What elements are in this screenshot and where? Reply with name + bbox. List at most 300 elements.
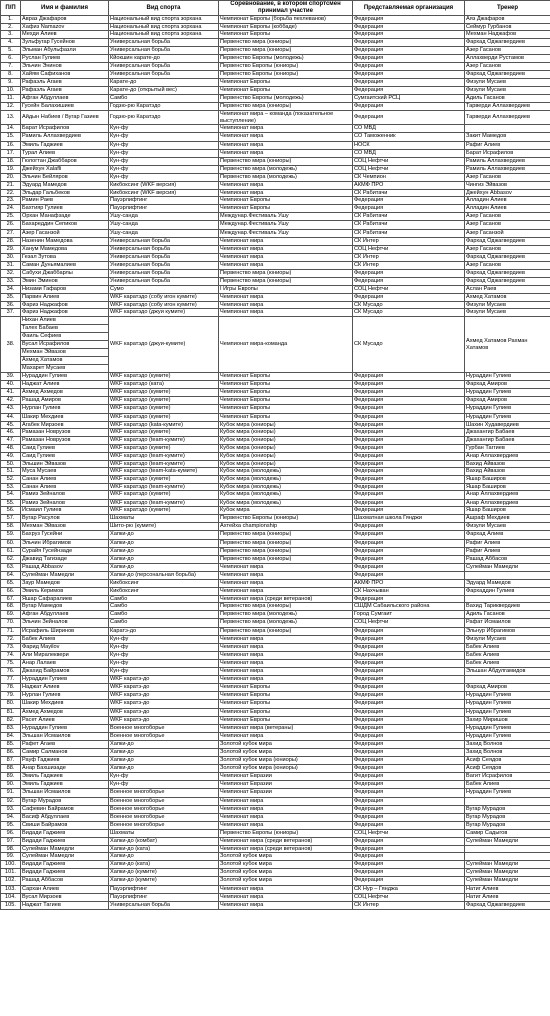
cell-row-number: 67. bbox=[1, 595, 21, 603]
cell-coach: Вугар Мурадов bbox=[465, 821, 550, 829]
cell-competition: Чемпионат мира bbox=[219, 141, 353, 149]
cell-row-number: 105. bbox=[1, 901, 21, 909]
cell-competition: Чемпионат мира bbox=[219, 245, 353, 253]
table-row bbox=[1, 547, 550, 555]
cell-row-number: 85. bbox=[1, 740, 21, 748]
cell-coach: Асиф Сеядов bbox=[465, 757, 550, 765]
cell-coach: Фархад Оджагвердиев bbox=[465, 38, 550, 46]
team-member-name: Фаиль Сефиев bbox=[21, 333, 108, 341]
cell-competition: Чемпионат мира – команда (показательное выступление) bbox=[219, 111, 353, 125]
cell-coach: Рамиль Аллахвердиев bbox=[465, 157, 550, 165]
table-row bbox=[1, 765, 550, 773]
cell-sport: WKF каратэдо (кумите) bbox=[109, 413, 219, 421]
cell-row-number: 62. bbox=[1, 555, 21, 563]
cell-row-number: 35. bbox=[1, 294, 21, 302]
cell-athlete-name: Рамин Раев bbox=[21, 197, 109, 205]
cell-coach: Бабек Алиев bbox=[465, 643, 550, 651]
cell-coach: Алладин Алиев bbox=[465, 205, 550, 213]
col-coach-header: Тренер bbox=[465, 1, 550, 16]
cell-sport: Пауэрлифтинг bbox=[109, 885, 219, 893]
cell-sport: Хапки-до bbox=[109, 563, 219, 571]
cell-row-number: 46. bbox=[1, 429, 21, 437]
cell-organization: Федерация bbox=[353, 676, 465, 684]
cell-row-number: 89. bbox=[1, 773, 21, 781]
cell-organization: Федерация bbox=[353, 444, 465, 452]
cell-organization: Федерация bbox=[353, 789, 465, 797]
cell-coach: Сулейман Мамедли bbox=[465, 861, 550, 869]
cell-coach: Нураддин Гулиев bbox=[465, 700, 550, 708]
cell-sport: WKF каратэдо (кумите) bbox=[109, 507, 219, 515]
table-row bbox=[1, 213, 550, 221]
cell-competition: Чемпионат Европы bbox=[219, 397, 353, 405]
cell-competition: Чемпионат мира bbox=[219, 676, 353, 684]
cell-sport: Самбо bbox=[109, 619, 219, 627]
table-row bbox=[1, 389, 550, 397]
cell-organization: Федерация bbox=[353, 821, 465, 829]
cell-coach: Нураддин Гулиев bbox=[465, 732, 550, 740]
cell-row-number: 47. bbox=[1, 437, 21, 445]
cell-row-number: 40. bbox=[1, 381, 21, 389]
cell-coach bbox=[465, 797, 550, 805]
cell-coach: Вагит Исрафилов bbox=[465, 773, 550, 781]
cell-organization: Федерация bbox=[353, 765, 465, 773]
cell-competition: Чемпионат мира (среди ветеранов) bbox=[219, 838, 353, 846]
cell-competition: Чемпионат Европы bbox=[219, 389, 353, 397]
table-row bbox=[1, 229, 550, 237]
cell-organization: Федерация bbox=[353, 468, 465, 476]
cell-competition: Первенство мира (юниоры) bbox=[219, 46, 353, 54]
cell-organization: Федерация bbox=[353, 397, 465, 405]
cell-row-number: 48. bbox=[1, 444, 21, 452]
cell-competition: Чемпионат мира bbox=[219, 189, 353, 197]
cell-coach: Физули Мусаев bbox=[465, 87, 550, 95]
table-row bbox=[1, 221, 550, 229]
cell-row-number: 7. bbox=[1, 63, 21, 71]
cell-organization: АКМФ ПРО bbox=[353, 181, 465, 189]
table-header-row bbox=[1, 1, 550, 16]
cell-athlete-name: Рамиль Аллахвердиев bbox=[21, 133, 109, 141]
table-row bbox=[1, 483, 550, 491]
cell-sport: Хапки-до bbox=[109, 757, 219, 765]
cell-competition: Золотой кубок мира bbox=[219, 869, 353, 877]
cell-athlete-name: Джейхун Хаlafli bbox=[21, 165, 109, 173]
cell-row-number: 20. bbox=[1, 173, 21, 181]
cell-athlete-name: Эмиль Гаджиев bbox=[21, 773, 109, 781]
cell-sport: WKF каратэдо (team-кумите) bbox=[109, 453, 219, 461]
cell-athlete-name: Джавид Тагизаде bbox=[21, 555, 109, 563]
cell-sport: WKF каратэ-до bbox=[109, 692, 219, 700]
cell-coach: Физули Мусаев bbox=[465, 309, 550, 317]
table-row bbox=[1, 523, 550, 531]
cell-athlete-name: Сафевин Байрамов bbox=[21, 805, 109, 813]
table-row bbox=[1, 627, 550, 635]
cell-organization: Федерация bbox=[353, 692, 465, 700]
cell-athlete-name: Рашад Аббасов bbox=[21, 877, 109, 885]
cell-organization: Федерация bbox=[353, 627, 465, 635]
cell-organization: Федерация bbox=[353, 563, 465, 571]
cell-athlete-name: Турал Алиев bbox=[21, 149, 109, 157]
cell-sport: Хапки-до bbox=[109, 539, 219, 547]
cell-coach: Нураддин Гулиев bbox=[465, 389, 550, 397]
cell-coach: Фархад Оджагвердиев bbox=[465, 253, 550, 261]
cell-organization: СО Таможенник bbox=[353, 133, 465, 141]
col-number-header: П/П bbox=[1, 1, 21, 16]
cell-row-number: 23. bbox=[1, 197, 21, 205]
cell-sport: WKF каратэ-до bbox=[109, 684, 219, 692]
cell-row-number: 51. bbox=[1, 468, 21, 476]
cell-coach: Рафиг Алиев bbox=[465, 539, 550, 547]
cell-row-number: 45. bbox=[1, 421, 21, 429]
cell-organization: СК Мусадо bbox=[353, 301, 465, 309]
cell-organization: Федерация bbox=[353, 460, 465, 468]
cell-coach: Алладин Алиев bbox=[465, 197, 550, 205]
cell-athlete-name: Сулейман Мамедли bbox=[21, 845, 109, 853]
table-row bbox=[1, 684, 550, 692]
cell-competition: Чемпионат Евразии bbox=[219, 781, 353, 789]
cell-coach: Нураддин Гулиев bbox=[465, 413, 550, 421]
table-row bbox=[1, 732, 550, 740]
team-member-name: Нихан Алиев bbox=[21, 317, 108, 325]
cell-athlete-name: Назенин Мамедова bbox=[21, 237, 109, 245]
cell-sport: Кикбоксинг bbox=[109, 587, 219, 595]
cell-athlete-name: Самир Салманов bbox=[21, 748, 109, 756]
cell-organization: Федерация bbox=[353, 483, 465, 491]
table-row bbox=[1, 531, 550, 539]
cell-row-number: 57. bbox=[1, 515, 21, 523]
cell-organization: СК Интер bbox=[353, 253, 465, 261]
cell-organization: Федерация bbox=[353, 877, 465, 885]
cell-competition: Кубок мира (юниоры) bbox=[219, 460, 353, 468]
cell-competition: Чемпионат Евразии bbox=[219, 773, 353, 781]
cell-athlete-name: Эмин Эминов bbox=[21, 278, 109, 286]
cell-sport: Универсальная борьба bbox=[109, 253, 219, 261]
cell-coach: Джахангир Бабаев bbox=[465, 437, 550, 445]
cell-row-number: 75. bbox=[1, 659, 21, 667]
cell-sport: Хапки-до bbox=[109, 547, 219, 555]
cell-coach: Аяз Джафаров bbox=[465, 16, 550, 24]
cell-coach bbox=[465, 676, 550, 684]
cell-sport: WKF каратэдо (джуи кумите) bbox=[109, 309, 219, 317]
cell-athlete-name: Парвин Алиев bbox=[21, 294, 109, 302]
cell-organization: Федерация bbox=[353, 757, 465, 765]
cell-row-number: 74. bbox=[1, 651, 21, 659]
cell-coach: Фархад Амиров bbox=[465, 397, 550, 405]
cell-coach: Фархад Алиев bbox=[465, 531, 550, 539]
cell-athlete-name: Нураддин Гулиев bbox=[21, 676, 109, 684]
cell-competition: Чемпионат мира bbox=[219, 813, 353, 821]
cell-organization: Федерация bbox=[353, 421, 465, 429]
cell-coach: Нураддин Гулиев bbox=[465, 789, 550, 797]
cell-sport: Кикбоксинг (WKF версия) bbox=[109, 181, 219, 189]
cell-organization: Федерация bbox=[353, 748, 465, 756]
cell-organization: Федерация bbox=[353, 740, 465, 748]
cell-row-number: 72. bbox=[1, 635, 21, 643]
cell-organization: Федерация bbox=[353, 54, 465, 62]
cell-coach: Вугар Мурадов bbox=[465, 805, 550, 813]
table-row bbox=[1, 421, 550, 429]
cell-row-number: 1. bbox=[1, 16, 21, 24]
cell-organization: Федерация bbox=[353, 31, 465, 39]
cell-coach: Аллахверди Рустамов bbox=[465, 54, 550, 62]
cell-row-number: 22. bbox=[1, 189, 21, 197]
cell-row-number: 68. bbox=[1, 603, 21, 611]
cell-competition: Чемпионат мира bbox=[219, 659, 353, 667]
cell-row-number: 34. bbox=[1, 286, 21, 294]
table-row bbox=[1, 716, 550, 724]
table-row bbox=[1, 651, 550, 659]
col-organization-header: Представляемая организация bbox=[353, 1, 465, 16]
cell-row-number: 24. bbox=[1, 205, 21, 213]
table-row bbox=[1, 278, 550, 286]
cell-sport: Ушу-санда bbox=[109, 221, 219, 229]
cell-athlete-name: Санан Алиев bbox=[21, 483, 109, 491]
cell-athlete-name: Рамазан Новрузов bbox=[21, 429, 109, 437]
table-row bbox=[1, 16, 550, 24]
cell-sport: Военное многоборье bbox=[109, 789, 219, 797]
cell-sport: Самбо bbox=[109, 611, 219, 619]
cell-row-number: 87. bbox=[1, 757, 21, 765]
cell-sport: Кикбоксинг bbox=[109, 579, 219, 587]
cell-organization: Федерация bbox=[353, 838, 465, 846]
cell-athlete-name: Ахмед Ахмедов bbox=[21, 389, 109, 397]
cell-athlete-name: Эльчин Зейналов bbox=[21, 619, 109, 627]
cell-sport: Карате-до bbox=[109, 79, 219, 87]
table-row bbox=[1, 805, 550, 813]
cell-row-number: 53. bbox=[1, 483, 21, 491]
cell-sport: Каратэ-до bbox=[109, 627, 219, 635]
cell-sport: WKF каратэдо (team-кумите) bbox=[109, 437, 219, 445]
cell-competition: Кубок мира (юниоры) bbox=[219, 444, 353, 452]
table-row bbox=[1, 579, 550, 587]
cell-sport: Универсальная борьба bbox=[109, 63, 219, 71]
cell-row-number: 60. bbox=[1, 539, 21, 547]
cell-competition: Чемпионат Европы bbox=[219, 381, 353, 389]
cell-coach: Нураддин Гулиев bbox=[465, 405, 550, 413]
table-row bbox=[1, 87, 550, 95]
cell-sport: WKF каратэдо (kata-кумите) bbox=[109, 421, 219, 429]
cell-competition: Первенство мира (юниоры) bbox=[219, 555, 353, 563]
table-row bbox=[1, 853, 550, 861]
cell-coach: Азер Гасанов bbox=[465, 221, 550, 229]
cell-competition: Чемпионат Европы bbox=[219, 700, 353, 708]
cell-competition: Чемпионат мира bbox=[219, 253, 353, 261]
col-sport-header: Вид спорта bbox=[109, 1, 219, 16]
cell-row-number: 90. bbox=[1, 781, 21, 789]
cell-sport: Военное многоборье bbox=[109, 724, 219, 732]
cell-sport: Кун-фу bbox=[109, 643, 219, 651]
cell-competition: Чемпионат мира bbox=[219, 635, 353, 643]
cell-row-number: 3. bbox=[1, 31, 21, 39]
table-row bbox=[1, 643, 550, 651]
cell-athlete-name: Авраз Джафаров bbox=[21, 16, 109, 24]
table-row bbox=[1, 821, 550, 829]
cell-sport: Шито-рю (кумите) bbox=[109, 523, 219, 531]
cell-competition: Золотой кубок мира bbox=[219, 861, 353, 869]
cell-athlete-name: Васиф Абдуллаев bbox=[21, 813, 109, 821]
cell-organization: Федерация bbox=[353, 635, 465, 643]
cell-coach: Вахид Тариквердиев bbox=[465, 603, 550, 611]
table-row bbox=[1, 317, 550, 373]
cell-competition: Чемпионат мира bbox=[219, 237, 353, 245]
cell-sport: Кун-фу bbox=[109, 125, 219, 133]
table-row bbox=[1, 253, 550, 261]
cell-coach: Нураддин Гулиев bbox=[465, 708, 550, 716]
cell-organization: Федерация bbox=[353, 781, 465, 789]
cell-coach: Эдуард Мамедов bbox=[465, 579, 550, 587]
cell-sport: Хапки-до bbox=[109, 740, 219, 748]
cell-sport: Кун-фу bbox=[109, 133, 219, 141]
cell-row-number: 25. bbox=[1, 213, 21, 221]
cell-competition: Кубок мира (молодежь) bbox=[219, 499, 353, 507]
cell-organization: Федерация bbox=[353, 643, 465, 651]
cell-athlete-name: Вугар Мурадов bbox=[21, 797, 109, 805]
cell-competition: Чемпионат Европы bbox=[219, 87, 353, 95]
cell-sport: Национальный вид спорта зорхана bbox=[109, 31, 219, 39]
cell-competition: Чемпионат мира bbox=[219, 294, 353, 302]
cell-sport: Пауэрлифтинг bbox=[109, 205, 219, 213]
cell-competition: Кубок мира (юниоры) bbox=[219, 429, 353, 437]
cell-organization: СОЦ Нефтчи bbox=[353, 619, 465, 627]
cell-sport: Универсальная борьба bbox=[109, 71, 219, 79]
cell-row-number: 33. bbox=[1, 278, 21, 286]
cell-row-number: 82. bbox=[1, 716, 21, 724]
cell-sport: Кун-фу bbox=[109, 173, 219, 181]
cell-sport: Хапки-до bbox=[109, 748, 219, 756]
cell-sport: Хапки-до (комбат) bbox=[109, 838, 219, 846]
cell-athlete-name: Эльшан Исмаилов bbox=[21, 789, 109, 797]
cell-row-number: 31. bbox=[1, 261, 21, 269]
cell-organization: Федерация bbox=[353, 429, 465, 437]
cell-organization: Федерация bbox=[353, 405, 465, 413]
cell-row-number: 32. bbox=[1, 270, 21, 278]
cell-organization: СО МВД bbox=[353, 125, 465, 133]
cell-coach: Физули Мусаев bbox=[465, 523, 550, 531]
cell-competition: Чемпионат мира (ветераны) bbox=[219, 724, 353, 732]
cell-organization: Федерация bbox=[353, 700, 465, 708]
cell-organization: СК Нахчыван bbox=[353, 587, 465, 595]
cell-organization: СК Интер bbox=[353, 237, 465, 245]
cell-coach: Азер Гасанов bbox=[465, 245, 550, 253]
cell-organization: Федерация bbox=[353, 507, 465, 515]
cell-competition: Чемпионат Европы (коббаде) bbox=[219, 23, 353, 31]
cell-coach: Фархад Оджагвердиев bbox=[465, 270, 550, 278]
cell-athlete-name: Нураддин Гулиев bbox=[21, 373, 109, 381]
cell-athlete-name: Сулейман Мамедли bbox=[21, 571, 109, 579]
cell-athlete-name: Джахид Байрамов bbox=[21, 668, 109, 676]
cell-organization: НОСК bbox=[353, 141, 465, 149]
cell-athlete-name: Рамазан Новрузов bbox=[21, 437, 109, 445]
cell-organization: СК Рабитачи bbox=[353, 213, 465, 221]
cell-organization: Федерация bbox=[353, 853, 465, 861]
cell-athlete-name: Эльшан Исмаилов bbox=[21, 732, 109, 740]
cell-coach: Захид Волнов bbox=[465, 748, 550, 756]
cell-coach: Яшар Баширов bbox=[465, 483, 550, 491]
table-row bbox=[1, 813, 550, 821]
cell-coach: Ахмед Хатамов bbox=[465, 294, 550, 302]
table-row bbox=[1, 603, 550, 611]
cell-athlete-name: Вугар Расулов bbox=[21, 515, 109, 523]
cell-athlete-name: Хайям Сафиханов bbox=[21, 71, 109, 79]
table-row bbox=[1, 676, 550, 684]
cell-organization: Федерация bbox=[353, 373, 465, 381]
cell-athlete-name: Орхан Манафзаде bbox=[21, 213, 109, 221]
table-row bbox=[1, 708, 550, 716]
cell-athlete-name: Гезал Зутова bbox=[21, 253, 109, 261]
table-body bbox=[1, 16, 550, 910]
cell-row-number: 44. bbox=[1, 413, 21, 421]
cell-sport: Кун-фу bbox=[109, 659, 219, 667]
cell-organization: Федерация bbox=[353, 16, 465, 24]
cell-sport: Универсальная борьба bbox=[109, 237, 219, 245]
cell-competition: Первенство мира (юниоры) bbox=[219, 270, 353, 278]
cell-athlete-name: Рамиз Зейналов bbox=[21, 499, 109, 507]
cell-athlete-name: Шакир Мехдиев bbox=[21, 700, 109, 708]
cell-row-number: 42. bbox=[1, 397, 21, 405]
cell-row-number: 52. bbox=[1, 475, 21, 483]
cell-organization: СО МВД bbox=[353, 149, 465, 157]
cell-row-number: 61. bbox=[1, 547, 21, 555]
cell-coach: Ахмед Хатамов Рахман Хатамов bbox=[465, 317, 550, 373]
cell-athlete-name: Саид Гулиев bbox=[21, 444, 109, 452]
cell-sport: WKF каратэдо (кумите) bbox=[109, 475, 219, 483]
cell-coach: Джейхун Abbasov bbox=[465, 189, 550, 197]
cell-sport: Кун-фу bbox=[109, 668, 219, 676]
cell-organization: СК Рабитачи bbox=[353, 221, 465, 229]
cell-sport: Кун-фу bbox=[109, 141, 219, 149]
cell-sport: Ушу-санда bbox=[109, 213, 219, 221]
cell-athlete-name: Видади Гаджиев bbox=[21, 829, 109, 837]
cell-organization: Федерация bbox=[353, 437, 465, 445]
cell-row-number: 8. bbox=[1, 71, 21, 79]
cell-organization: Федерация bbox=[353, 651, 465, 659]
cell-row-number: 4. bbox=[1, 38, 21, 46]
cell-athlete-name: Наджат Тагиев bbox=[21, 901, 109, 909]
cell-athlete-name: Анар Лалаев bbox=[21, 659, 109, 667]
cell-organization: Федерация bbox=[353, 453, 465, 461]
table-row bbox=[1, 507, 550, 515]
cell-athlete-name: Хафиз Namazov bbox=[21, 23, 109, 31]
table-row bbox=[1, 46, 550, 54]
cell-organization: СК Чемпион bbox=[353, 173, 465, 181]
cell-competition: Чемпионат мира bbox=[219, 301, 353, 309]
cell-coach: Нураддин Гулиев bbox=[465, 724, 550, 732]
cell-competition: Чемпионат мира bbox=[219, 181, 353, 189]
cell-competition: Чемпионат мира bbox=[219, 732, 353, 740]
cell-competition: Чемпионат Европы bbox=[219, 197, 353, 205]
table-row bbox=[1, 700, 550, 708]
cell-athlete-name: Али Миралеквери bbox=[21, 651, 109, 659]
table-row bbox=[1, 781, 550, 789]
table-row bbox=[1, 611, 550, 619]
cell-sport: Универсальная борьба bbox=[109, 38, 219, 46]
cell-competition: Первенство Европы (молодежь) bbox=[219, 94, 353, 102]
cell-athlete-name: Видади Гаджиев bbox=[21, 861, 109, 869]
cell-row-number: 21. bbox=[1, 181, 21, 189]
cell-athlete-name: Ахмед Ахмедов bbox=[21, 708, 109, 716]
cell-row-number: 6. bbox=[1, 54, 21, 62]
team-member-name: Махарет Мусаев bbox=[22, 365, 66, 372]
cell-competition: Золотой кубок мира bbox=[219, 877, 353, 885]
cell-organization: Федерация bbox=[353, 668, 465, 676]
cell-organization: Федерация bbox=[353, 413, 465, 421]
table-row bbox=[1, 539, 550, 547]
cell-competition: Чемпионат мира bbox=[219, 125, 353, 133]
cell-coach: Анар Аллахвердиев bbox=[465, 453, 550, 461]
table-row bbox=[1, 270, 550, 278]
cell-sport: Военное многоборье bbox=[109, 805, 219, 813]
cell-coach: Вахид Айвазов bbox=[465, 460, 550, 468]
cell-organization: Федерация bbox=[353, 732, 465, 740]
